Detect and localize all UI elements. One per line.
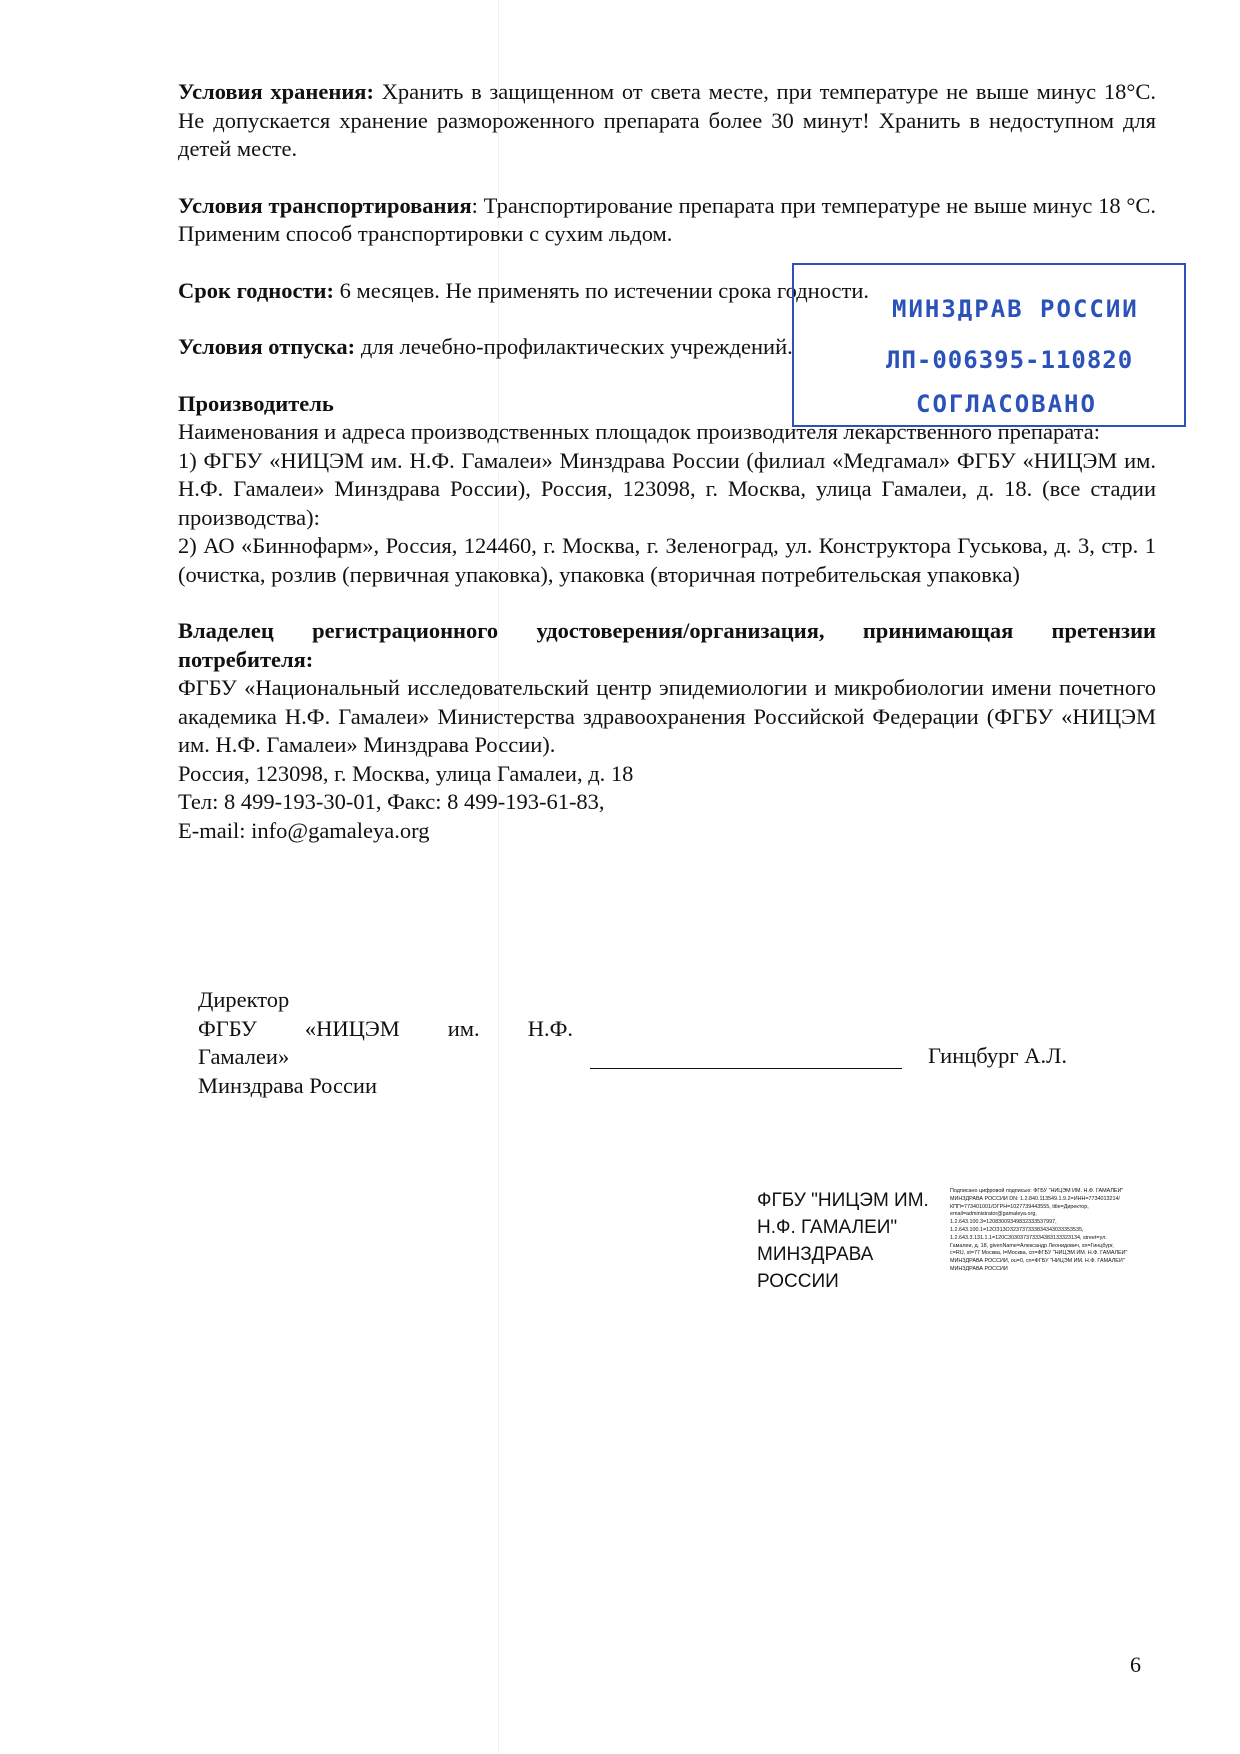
signatory-ministry: Минздрава России [198, 1072, 378, 1098]
signatory-org-part: ФГБУ [198, 1015, 257, 1041]
signatory-org-part: им. [447, 1015, 480, 1041]
digital-signature-org [757, 1187, 957, 1295]
holder-heading [178, 617, 1156, 674]
manufacturer-site-1: 1) ФГБУ «НИЦЭМ им. Н.Ф. Гамалеи» Минздрава России (филиал «Медгамал» ФГБУ «НИЦЭМ им. Н.Ф. Гамалеи» Минздрава России), Россия, 123098, г. Москва, улица Гамалеи, д. 18. (все стадии производства): [178, 447, 1156, 530]
holder-phone: Тел: 8 499-193-30-01, Факс: 8 499-193-61-83, [178, 789, 605, 814]
manufacturer-heading-text: Производитель [178, 390, 334, 416]
ds-org-line: ФГБУ "НИЦЭМ ИМ. [757, 1190, 929, 1211]
document-body [178, 78, 1156, 845]
signatory-position: Директор [198, 987, 290, 1012]
ds-org-line: МИНЗДРАВА [757, 1244, 874, 1265]
digital-signature-details: Подписано цифровой подписью: ФГБУ "НИЦЭМ ИМ. Н.Ф. ГАМАЛЕИ" МИНЗДРАВА РОССИИ DN: 1.2.840.113549.1.9.2=ИНН=7734013214/КПП=773401001/ОГРН=1027739443555, title=Директор, email=administrator@gamaleya.org, 1.2.643.100.3=12083009349832333537997, 1.2.643.100.1=12ОЗ13ОЗ23737333834343033353535, 1.2.643.3.131.1.1=120С303037373334383133323134, street=ул. Гамалеи, д. 18, givenName=Александр Леонидович, sn=Гинцбург, c=RU, st=77 Москва, l=Москва, cn=ФГБУ "НИЦЭМ ИМ. Н.Ф. ГАМАЛЕИ" МИНЗДРАВА РОССИИ, ou=0, cn=ФГБУ "НИЦЭМ ИМ. Н.Ф. ГАМАЛЕИ" МИНЗДРАВА РОССИИ [950, 1188, 1128, 1272]
transport-paragraph [178, 192, 1156, 249]
transport-text: : Транспортирование препарата при температуре не выше минус 18 °С. Применим способ транспортировки с сухим льдом. [178, 192, 1156, 246]
signatory-title [198, 986, 578, 1100]
shelf-life-text: 6 месяцев. Не применять по истечении срока годности. [339, 277, 869, 303]
storage-heading: Условия хранения: [178, 79, 374, 104]
signatory-org-cont: Гамалеи» [198, 1044, 290, 1069]
storage-text: Хранить в защищенном от света месте, при температуре не выше минус 18°С. Не допускается хранение размороженного препарата более 30 минут! Хранить в недоступном для детей месте. [178, 79, 1157, 161]
signatory-org-part: Н.Ф. [527, 1015, 573, 1041]
stamp-ministry: МИНЗДРАВ РОССИИ [892, 295, 1139, 323]
manufacturer-site-2: 2) АО «Биннофарм», Россия, 124460, г. Москва, г. Зеленоград, ул. Конструктора Гуськова, д. 3, стр. 1 (очистка, розлив (первичная упаковка), упаковка (вторичная потребительская упаковка) [178, 533, 1156, 587]
holder-text: ФГБУ «Национальный исследовательский центр эпидемиологии и микробиологии имени почетного академика Н.Ф. Гамалеи» Министерства здравоохранения Российской Федерации (ФГБУ «НИЦЭМ им. Н.Ф. Гамалеи» Минздрава России). [178, 675, 1156, 757]
manufacturer-intro: Наименования и адреса производственных площадок производителя лекарственного препарата: [178, 419, 1100, 444]
ds-org-line: РОССИИ [757, 1271, 839, 1292]
ds-org-line: Н.Ф. ГАМАЛЕИ" [757, 1217, 898, 1238]
storage-paragraph [178, 78, 1156, 164]
page-number: 6 [1130, 1652, 1141, 1677]
signature-line [590, 1068, 902, 1069]
signatory-org-part: «НИЦЭМ [304, 1015, 400, 1041]
holder-email: E-mail: info@gamaleya.org [178, 817, 430, 843]
signatory-org-line [198, 1015, 573, 1044]
shelf-life-heading: Срок годности: [178, 277, 334, 303]
stamp-approved: СОГЛАСОВАНО [916, 390, 1097, 418]
approval-stamp [792, 263, 1186, 427]
dispensing-heading: Условия отпуска: [178, 334, 356, 359]
holder-address: Россия, 123098, г. Москва, улица Гамалеи, д. 18 [178, 760, 634, 786]
signatory-name: Гинцбург А.Л. [928, 1043, 1067, 1068]
dispensing-text: для лечебно-профилактических учреждений. [360, 334, 793, 359]
holder-heading-text: Владелец регистрационного удостоверения/организация, принимающая претензии потребителя: [178, 618, 1156, 672]
transport-heading: Условия транспортирования [178, 192, 472, 218]
stamp-registration-number: ЛП-006395-110820 [886, 346, 1134, 374]
